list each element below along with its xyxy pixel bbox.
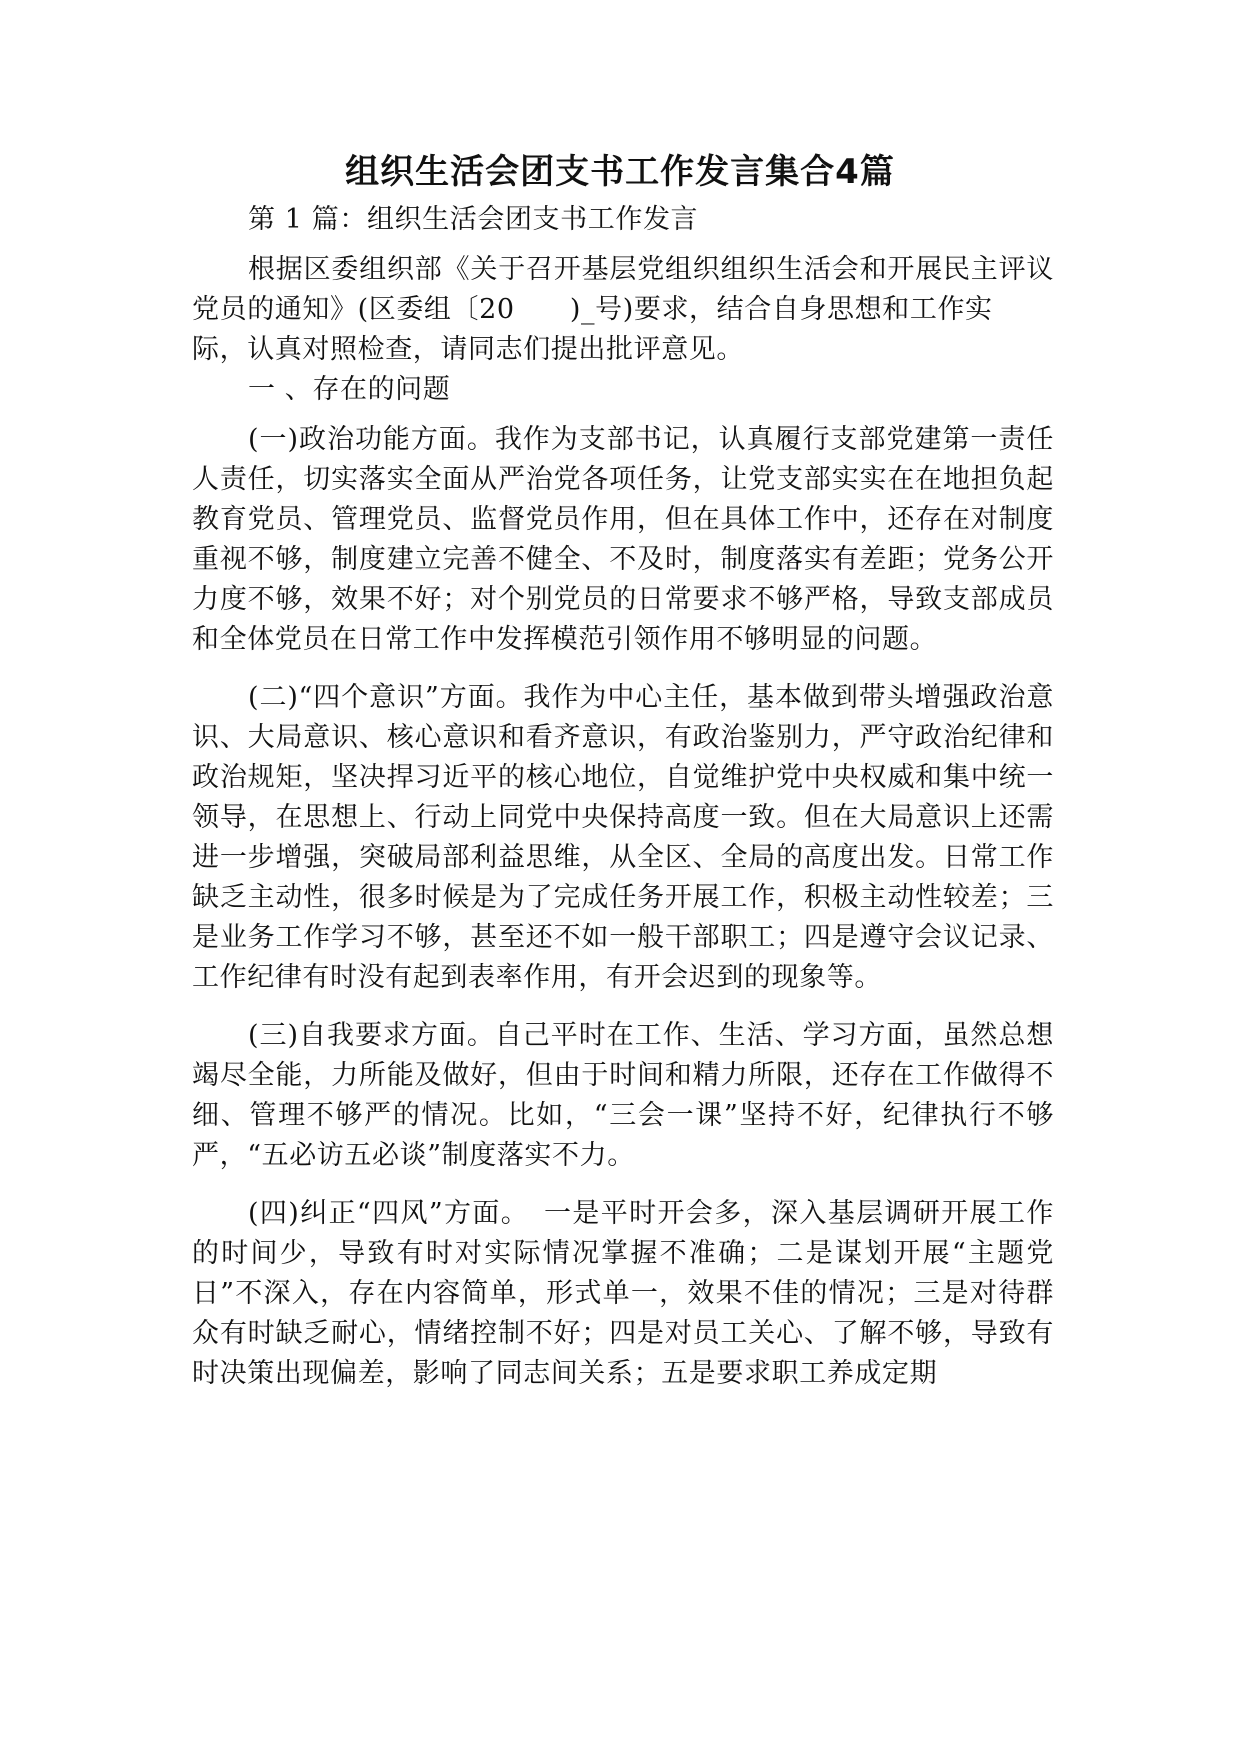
paragraph-self-requirement: (三)自我要求方面。自己平时在工作、生活、学习方面，虽然总想竭尽全能，力所能及做好，但由于时间和精力所限，还存在工作做得不细、管理不够严的情况。比如，“三会一课”坚持不好，纪律执行不够严，“五必访五必谈”制度落实不力。 (192, 1020, 1054, 1171)
intro-paragraph-line-1: 根据区委组织部《关于召开基层党组织组织生活会和开展民主评议党员的通知》(区委组〔20 )_号)要求，结合自身思想和工作实 (192, 254, 1054, 325)
document-title: 组织生活会团支书工作发言集合4篇 (345, 152, 895, 192)
intro-paragraph-line-2: 际，认真对照检查，请同志们提出批评意见。 (192, 334, 744, 365)
section-heading: 一 、存在的问题 (248, 374, 451, 405)
document-body (192, 200, 1054, 1394)
paragraph-political-function: (一)政治功能方面。我作为支部书记，认真履行支部党建第一责任人责任，切实落实全面从严治党各项任务，让党支部实实在在地担负起教育党员、管理党员、监督党员作用，但在具体工作中，还存在对制度重视不够，制度建立完善不健全、不及时，制度落实有差距；党务公开力度不够，效果不好；对个别党员的日常要求不够严格，导致支部成员和全体党员在日常工作中发挥模范引领作用不够明显的问题。 (192, 424, 1054, 655)
paragraph-four-consciousness: (二)“四个意识”方面。我作为中心主任，基本做到带头增强政治意识、大局意识、核心意识和看齐意识，有政治鉴别力，严守政治纪律和政治规矩，坚决捍习近平的核心地位，自觉维护党中央权威和集中统一领导，在思想上、行动上同党中央保持高度一致。但在大局意识上还需进一步增强，突破局部利益思维，从全区、全局的高度出发。日常工作缺乏主动性，很多时候是为了完成任务开展工作，积极主动性较差；三是业务工作学习不够，甚至还不如一般干部职工；四是遵守会议记录、工作纪律有时没有起到表率作用，有开会迟到的现象等。 (192, 682, 1054, 993)
article-subtitle: 第 1 篇：组织生活会团支书工作发言 (248, 204, 699, 235)
paragraph-four-winds: (四)纠正“四风”方面。 一是平时开会多，深入基层调研开展工作的时间少，导致有时对实际情况掌握不准确；二是谋划开展“主题党日”不深入，存在内容简单，形式单一，效果不佳的情况；三是对待群众有时缺乏耐心，情绪控制不好；四是对员工关心、了解不够，导致有时决策出现偏差，影响了同志间关系；五是要求职工养成定期 (192, 1198, 1054, 1389)
